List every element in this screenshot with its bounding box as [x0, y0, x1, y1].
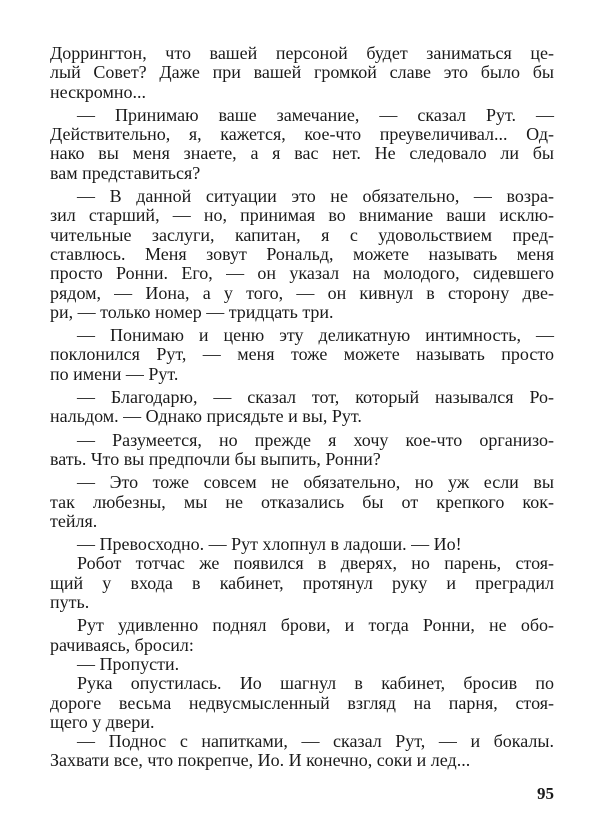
- paragraph: [50, 616, 554, 655]
- paragraph: [50, 431, 554, 470]
- text-line: поклонился Рут, — меня тоже можете называть просто: [50, 344, 554, 365]
- text-line: Доррингтон, что вашей персоной будет заниматься це-: [50, 43, 554, 63]
- text-line: щего у двери.: [50, 711, 155, 732]
- text-line: дороге весьма недвусмысленный взгляд на парня, стоя-: [50, 692, 554, 713]
- text-line: щий у входа в кабинет, протянул руку и преградил: [50, 572, 554, 593]
- paragraph: [50, 44, 554, 102]
- paragraph: [50, 388, 554, 427]
- text-line: нако вы меня знаете, а я вас нет. Не следовало ли бы: [50, 143, 554, 164]
- paragraph: [50, 674, 554, 732]
- text-line: Захвати все, что покрепче, Ио. И конечно, соки и лед...: [50, 750, 471, 771]
- text-line: — Превосходно. — Рут хлопнул в ладоши. — Ио!: [77, 534, 462, 555]
- text-line: рачиваясь, бросил:: [50, 634, 194, 655]
- text-line: — Поднос с напитками, — сказал Рут, — и бокалы.: [77, 731, 554, 752]
- paragraph: [50, 326, 554, 384]
- text-line: — Принимаю ваше замечание, — сказал Рут. —: [77, 104, 554, 125]
- paragraph: [50, 655, 554, 674]
- paragraph: [50, 554, 554, 612]
- paragraph: [50, 535, 554, 554]
- text-line: зил старший, — но, принимая во внимание ваши исклю-: [50, 205, 554, 226]
- text-line: Рука опустилась. Ио шагнул в кабинет, бросив по: [77, 673, 554, 694]
- text-line: Рут удивленно поднял брови, и тогда Ронни, не обо-: [77, 615, 554, 636]
- text-line: тейля.: [50, 510, 98, 531]
- text-line: Действительно, я, кажется, кое-что преувеличивал... Од-: [50, 124, 554, 145]
- paragraph: [50, 187, 554, 322]
- text-line: лый Совет? Даже при вашей громкой славе это было бы: [50, 62, 554, 83]
- text-line: рядом, — Иона, а у того, — он кивнул в сторону две-: [50, 282, 554, 303]
- paragraph: [50, 732, 554, 771]
- text-line: чительные заслуги, капитан, я с удовольствием пред-: [50, 224, 554, 245]
- paragraph: [50, 473, 554, 531]
- text-line: вам представиться?: [50, 162, 201, 183]
- text-line: по имени — Рут.: [50, 363, 179, 384]
- text-line: — Это тоже совсем не обязательно, но уж если вы: [77, 472, 554, 493]
- text-line: Робот тотчас же появился в дверях, но парень, стоя-: [77, 553, 554, 574]
- text-line: ставлюсь. Меня зовут Рональд, можете называть меня: [50, 243, 554, 264]
- text-line: — Благодарю, — сказал тот, который назывался Ро-: [77, 387, 554, 408]
- text-line: нальдом. — Однако присядьте и вы, Рут.: [50, 406, 362, 427]
- text-line: так любезны, мы не отказались бы от крепкого кок-: [50, 491, 554, 512]
- text-line: ри, — только номер — тридцать три.: [50, 301, 334, 322]
- text-line: нескромно...: [50, 81, 146, 102]
- page-number: 95: [537, 784, 554, 803]
- text-line: вать. Что вы предпочли бы выпить, Ронни?: [50, 448, 381, 469]
- text-line: просто Ронни. Его, — он указал на молодого, сидевшего: [50, 263, 554, 284]
- text-line: — Разумеется, но прежде я хочу кое-что организо-: [77, 429, 554, 450]
- book-page-text: [50, 44, 554, 771]
- text-line: — Понимаю и ценю эту деликатную интимность, —: [77, 325, 554, 346]
- text-line: — Пропусти.: [77, 653, 180, 674]
- paragraph: [50, 106, 554, 183]
- text-line: путь.: [50, 592, 90, 613]
- text-line: — В данной ситуации это не обязательно, — возра-: [77, 186, 554, 207]
